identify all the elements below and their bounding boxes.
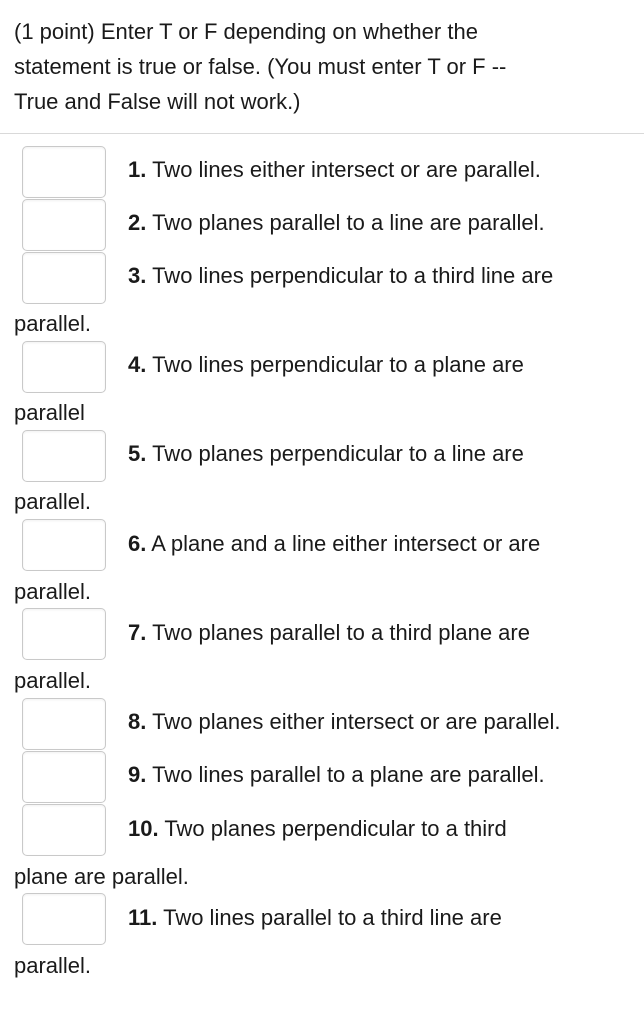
- answer-input-11[interactable]: [22, 893, 106, 945]
- question-2: [128, 210, 545, 236]
- question-9: [128, 762, 545, 788]
- question-11: [128, 905, 502, 931]
- intro-line-3: True and False will not work.): [14, 89, 301, 114]
- question-text: Two planes parallel to a line are parallel.: [152, 210, 545, 235]
- answer-input-7[interactable]: [22, 608, 106, 660]
- question-number: 7.: [128, 620, 147, 645]
- intro-line-1: (1 point) Enter T or F depending on whether the: [14, 19, 478, 44]
- answer-input-1[interactable]: [22, 146, 106, 198]
- answer-input-2[interactable]: [22, 199, 106, 251]
- answer-input-9[interactable]: [22, 751, 106, 803]
- question-text: Two planes parallel to a third plane are: [152, 620, 530, 645]
- question-text: Two lines parallel to a third line are: [163, 905, 502, 930]
- question-7: [128, 620, 530, 646]
- question-6-continuation: parallel.: [14, 579, 92, 604]
- problem-intro: [14, 14, 614, 119]
- question-text: Two lines parallel to a plane are parallel.: [152, 762, 545, 787]
- question-4: [128, 352, 524, 378]
- question-1: [128, 157, 541, 183]
- question-text: Two planes either intersect or are parallel.: [152, 709, 561, 734]
- answer-input-5[interactable]: [22, 430, 106, 482]
- answer-input-10[interactable]: [22, 804, 106, 856]
- question-text: Two lines perpendicular to a plane are: [152, 352, 524, 377]
- question-4-continuation: parallel: [14, 400, 85, 425]
- question-3: [128, 263, 553, 289]
- question-number: 5.: [128, 441, 147, 466]
- question-number: 3.: [128, 263, 147, 288]
- question-text: Two lines either intersect or are parallel.: [152, 157, 541, 182]
- divider: [0, 133, 644, 134]
- question-number: 6.: [128, 531, 147, 556]
- question-number: 1.: [128, 157, 147, 182]
- question-text: A plane and a line either intersect or are: [151, 531, 541, 556]
- question-text: Two planes perpendicular to a line are: [152, 441, 524, 466]
- question-10: [128, 816, 507, 842]
- question-number: 2.: [128, 210, 147, 235]
- question-number: 4.: [128, 352, 147, 377]
- question-11-continuation: parallel.: [14, 953, 92, 978]
- question-6: [128, 531, 540, 557]
- answer-input-6[interactable]: [22, 519, 106, 571]
- question-8: [128, 709, 561, 735]
- question-10-continuation: plane are parallel.: [14, 864, 189, 889]
- question-7-continuation: parallel.: [14, 668, 92, 693]
- question-number: 10.: [128, 816, 159, 841]
- question-number: 9.: [128, 762, 147, 787]
- question-text: Two planes perpendicular to a third: [164, 816, 507, 841]
- question-5-continuation: parallel.: [14, 489, 92, 514]
- question-5: [128, 441, 524, 467]
- answer-input-4[interactable]: [22, 341, 106, 393]
- question-3-continuation: parallel.: [14, 311, 92, 336]
- question-number: 8.: [128, 709, 147, 734]
- intro-line-2: statement is true or false. (You must enter T or F --: [14, 54, 507, 79]
- question-number: 11.: [128, 905, 158, 930]
- answer-input-3[interactable]: [22, 252, 106, 304]
- question-text: Two lines perpendicular to a third line are: [152, 263, 554, 288]
- answer-input-8[interactable]: [22, 698, 106, 750]
